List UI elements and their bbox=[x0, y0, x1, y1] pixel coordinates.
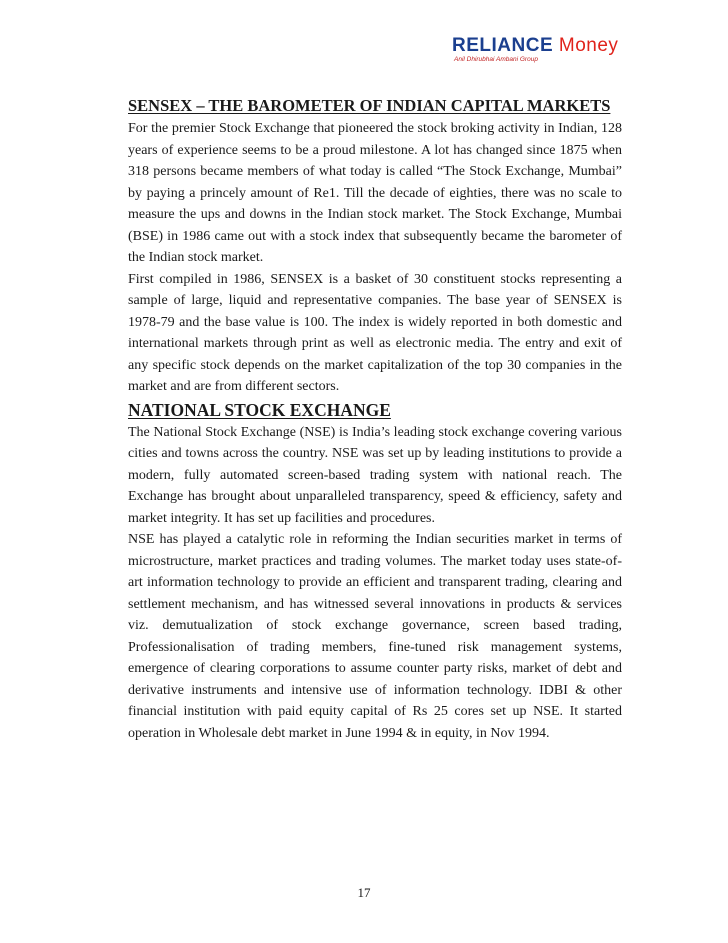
section-heading-nse: NATIONAL STOCK EXCHANGE bbox=[128, 399, 391, 420]
logo-word-money: Money bbox=[558, 35, 619, 56]
paragraph-sensex-composition: First compiled in 1986, SENSEX is a basket of 30 constituent stocks representing a sample of large, liquid and representative companies. The base year of SENSEX is 1978-79 and the base value is 100. The index is widely reported in both domestic and international markets through print as well as electronic media. The entry and exit of any specific stock depends on the market capitalization of the top 30 companies in the market and are from different sectors. bbox=[128, 271, 622, 394]
reliance-money-logo bbox=[452, 34, 682, 74]
logo-wordmark bbox=[452, 36, 618, 56]
page-body bbox=[128, 94, 622, 744]
logo-word-reliance: RELIANCE bbox=[452, 35, 554, 56]
paragraph-nse-overview: The National Stock Exchange (NSE) is India’s leading stock exchange covering various cities and towns across the country. NSE was set up by leading institutions to provide a modern, fully automated screen-based trading system with national reach. The Exchange has brought about unparalleled transparency, speed & efficiency, safety and market integrity. It has set up facilities and procedures. bbox=[128, 424, 622, 526]
paragraph-sensex-history: For the premier Stock Exchange that pioneered the stock broking activity in Indian, 128 years of experience seems to be a proud milestone. A lot has changed since 1875 when 318 persons became members of what today is called “The Stock Exchange, Mumbai” by paying a princely amount of Re1. Till the decade of eighties, there was no scale to measure the ups and downs in the Indian stock market. The Stock Exchange, Mumbai (BSE) in 1986 came out with a stock index that subsequently became the barometer of the Indian stock market. bbox=[128, 121, 622, 265]
logo-tagline: Anil Dhirubhai Ambani Group bbox=[454, 56, 538, 63]
section-heading-sensex: SENSEX – THE BAROMETER OF INDIAN CAPITAL MARKETS bbox=[128, 96, 611, 115]
paragraph-nse-role: NSE has played a catalytic role in reforming the Indian securities market in terms of microstructure, market practices and trading volumes. The market today uses state-of-art information technology to provide an efficient and transparent trading, clearing and settlement mechanism, and has witnessed several innovations in products & services viz. demutualization of stock exchange governance, screen based trading, Professionalisation of trading members, fine-tuned risk management systems, emergence of clearing corporations to assume counter party risks, market of debt and derivative instruments and intensive use of information technology. IDBI & other financial institution with paid equity capital of Rs 25 cores set up NSE. It started operation in Wholesale debt market in June 1994 & in equity, in Nov 1994. bbox=[128, 532, 622, 741]
page-number: 17 bbox=[357, 885, 371, 900]
